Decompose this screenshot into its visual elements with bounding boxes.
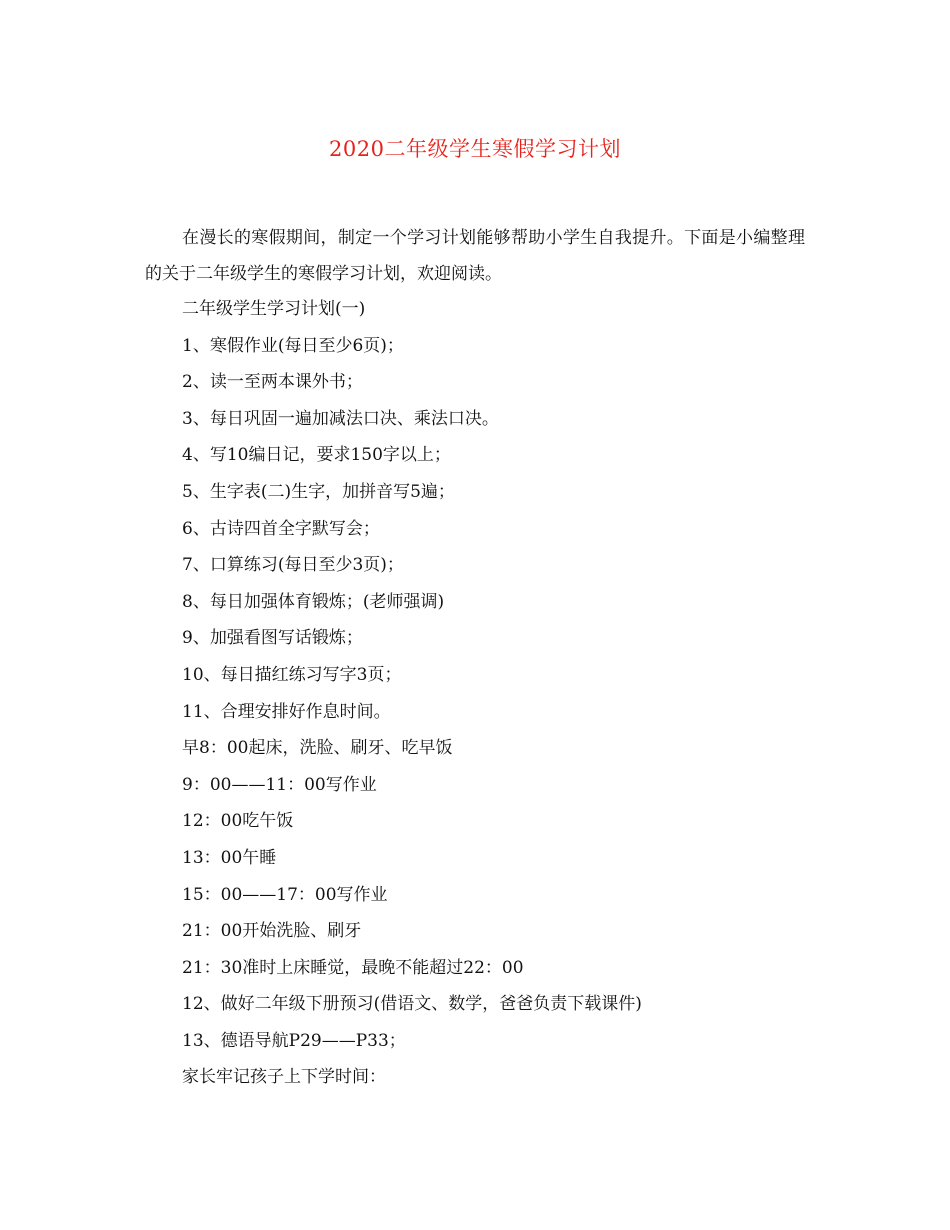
plan-line: 2、读一至两本课外书； bbox=[182, 372, 363, 393]
plan-line: 21：00开始洗脸、刷牙 bbox=[182, 921, 362, 942]
plan-line: 12、做好二年级下册预习(借语文、数学，爸爸负责下载课件) bbox=[182, 994, 642, 1015]
plan-line: 13：00午睡 bbox=[182, 847, 277, 868]
plan-line: 3、每日巩固一遍加减法口决、乘法口决。 bbox=[182, 408, 499, 429]
plan-line: 6、古诗四首全字默写会； bbox=[182, 518, 380, 539]
document-title: 2020二年级学生寒假学习计划 bbox=[329, 137, 621, 161]
plan-line: 9：00——11：00写作业 bbox=[182, 774, 377, 795]
plan-line: 15：00——17：00写作业 bbox=[182, 884, 388, 905]
plan-line: 10、每日描红练习写字3页； bbox=[182, 664, 402, 685]
plan-line: 早8：00起床，洗脸、刷牙、吃早饭 bbox=[182, 738, 453, 759]
plan-line: 8、每日加强体育锻炼；(老师强调) bbox=[182, 591, 445, 612]
plan-line: 13、德语导航P29——P33； bbox=[182, 1030, 406, 1051]
plan-line: 1、寒假作业(每日至少6页)； bbox=[182, 335, 404, 356]
plan-line: 家长牢记孩子上下学时间： bbox=[182, 1067, 386, 1088]
plan-line: 21：30准时上床睡觉，最晚不能超过22：00 bbox=[182, 957, 524, 978]
plan-lines bbox=[182, 291, 822, 1096]
plan-line: 11、合理安排好作息时间。 bbox=[182, 701, 391, 722]
plan-line: 5、生字表(二)生字，加拼音写5遍； bbox=[182, 481, 455, 502]
plan-line: 12：00吃午饭 bbox=[182, 811, 294, 832]
plan-line: 4、写10编日记，要求150字以上； bbox=[182, 445, 451, 466]
plan-line: 二年级学生学习计划(一) bbox=[182, 299, 366, 319]
plan-line: 7、口算练习(每日至少3页)； bbox=[182, 555, 404, 576]
plan-line: 9、加强看图写话锻炼； bbox=[182, 628, 363, 649]
intro-paragraph: 在漫长的寒假期间，制定一个学习计划能够帮助小学生自我提升。下面是小编整理的关于二年级学生的寒假学习计划，欢迎阅读。 bbox=[145, 228, 805, 284]
